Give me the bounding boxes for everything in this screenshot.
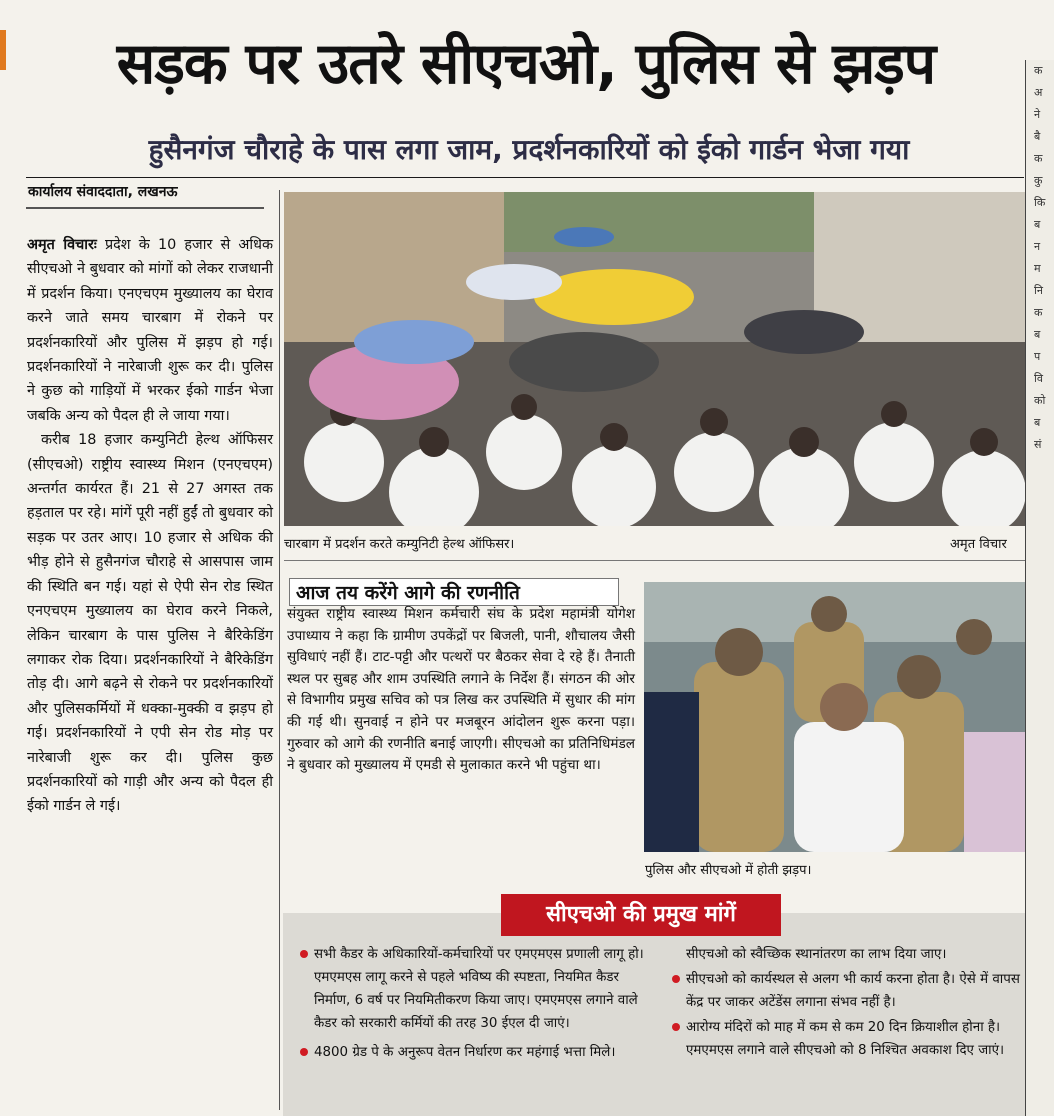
edge-text-fragment: कु xyxy=(1034,174,1043,187)
box-title: आज तय करेंगे आगे की रणनीति xyxy=(289,578,619,606)
demand-item: सभी कैडर के अधिकारियों-कर्मचारियों पर एमएमएस प्रणाली लागू हो। एमएमएस लागू करने से पहले भविष्य की स्पष्टता, नियमित कैडर निर्माण, 6 वर्ष पर नियमितीकरण किया जाए। एमएमएस लगाने वाले कैडर को सरकारी कर्मियों की तरह 30 ईएल दी जाएं। xyxy=(300,943,652,1035)
edge-text-fragment: क xyxy=(1034,152,1043,165)
photo2-caption: पुलिस और सीएचओ में होती झड़प। xyxy=(645,863,812,878)
edge-text-fragment: प xyxy=(1034,350,1041,363)
edge-text-fragment: नि xyxy=(1034,284,1043,297)
edge-text-fragment: ब xyxy=(1034,328,1041,341)
demands-right-list xyxy=(672,943,1022,1062)
rule-under-photo xyxy=(284,560,1030,561)
edge-text-fragment: सं xyxy=(1034,438,1042,451)
police-scuffle-photo xyxy=(644,582,1030,852)
article-para-1-text: प्रदेश के 10 हजार से अधिक सीएचओ ने बुधवार को मांगों को लेकर राजधानी में प्रदर्शन किया। एनएचएम मुख्यालय का घेराव करने जाते समय चारबाग में रोकने पर प्रदर्शनकारियों और पुलिस में झड़प हो गई। प्रदर्शनकारियों ने नारेबाजी शुरू कर दी। पुलिस ने कुछ को गाड़ियों में भरकर ईको गार्डन भेजा जबकि अन्य को पैदल ही ले जाया गया। xyxy=(27,237,274,424)
demands-left-list xyxy=(300,943,652,1064)
box-text: संयुक्त राष्ट्रीय स्वास्थ्य मिशन कर्मचारी संघ के प्रदेश महामंत्री योगेश उपाध्याय ने कहा कि ग्रामीण उपकेंद्रों पर बिजली, पानी, शौचालय जैसी सुविधाएं नहीं हैं। टाट-पट्टी और पत्थरों पर बैठकर सेवा दे रहे हैं। तैनाती स्थल पर सुबह और शाम उपस्थिति लगाने के निर्देश हैं। संगठन की ओर से विभागीय प्रमुख सचिव को पत्र लिख कर उपस्थिति में सुधार की मांग की गई थी। सुनवाई न होने पर मजबूरन आंदोलन शुरू करना पड़ा। गुरुवार को आगे की रणनीति बनाई जाएगी। सीएचओ का प्रतिनिधिमंडल ने बुधवार को मुख्यालय में एमडी से मुलाकात करने भी पहुंचा था। xyxy=(287,606,635,774)
column-divider xyxy=(279,190,280,1110)
edge-text-fragment: क xyxy=(1034,64,1043,77)
rule-byline xyxy=(26,207,264,209)
bullet-dot-icon xyxy=(672,975,680,983)
protest-crowd-illustration xyxy=(284,192,1030,526)
police-scuffle-illustration xyxy=(644,582,1030,852)
rule-top xyxy=(26,177,1024,178)
edge-text-fragment: वि xyxy=(1034,372,1043,385)
page-edge-marker xyxy=(0,30,6,70)
article-para-2: करीब 18 हजार कम्युनिटी हेल्थ ऑफिसर (सीएचओ) राष्ट्रीय स्वास्थ्य मिशन (एनएचएम) अन्तर्गत कार्यरत हैं। 21 से 27 अगस्त तक हड़ताल पर रहे। मांगें पूरी नहीं हुईं तो बुधवार को सड़क पर उतर आए। 10 हजार से अधिक की भीड़ होने से हुसैनगंज चौराहे से आसपास जाम की स्थिति बन गई। यहां से ऐपी सेन रोड स्थित एनएचएम मुख्यालय का घेराव करने निकले, लेकिन चारबाग के पास पुलिस ने बैरिकेडिंग लगाकर रोक दिया। प्रदर्शनकारियों ने बैरिकेडिंग तोड़ दी। आगे बढ़ने से रोकने पर प्रदर्शनकारियों और पुलिसकर्मियों में धक्का-मुक्की व झड़प हो गई। प्रदर्शनकारियों ने एपी सेन रोड मोड़ पर नारेबाजी शुरू कर दी। पुलिस कुछ प्रदर्शनकारियों को गाड़ी और अन्य को पैदल ही ईको गार्डन ले गई। xyxy=(27,432,273,815)
edge-text-fragment: ब xyxy=(1034,218,1041,231)
photo1-credit: अमृत विचार xyxy=(950,537,1007,552)
demands-title: सीएचओ की प्रमुख मांगें xyxy=(501,894,781,936)
protest-crowd-photo xyxy=(284,192,1030,526)
photo1-caption: चारबाग में प्रदर्शन करते कम्युनिटी हेल्थ ऑफिसर। xyxy=(284,537,515,552)
edge-text-fragment: ने xyxy=(1034,108,1041,121)
edge-text-fragment: म xyxy=(1034,262,1041,275)
edge-text-fragment: क xyxy=(1034,306,1043,319)
headline: सड़क पर उतरे सीएचओ, पुलिस से झड़प xyxy=(116,31,936,97)
bullet-dot-icon xyxy=(300,950,308,958)
article-column xyxy=(27,233,273,819)
demand-item: सीएचओ को कार्यस्थल से अलग भी कार्य करना होता है। ऐसे में वापस केंद्र पर जाकर अटेंडेंस लगाना संभव नहीं है। xyxy=(672,968,1022,1014)
lead-label: अमृत विचारः xyxy=(27,237,97,253)
bullet-dot-icon xyxy=(672,1023,680,1031)
edge-text-fragment: ब xyxy=(1034,416,1041,429)
bullet-dot-icon xyxy=(300,1048,308,1056)
byline: कार्यालय संवाददाता, लखनऊ xyxy=(28,184,178,200)
subheadline: हुसैनगंज चौराहे के पास लगा जाम, प्रदर्शनकारियों को ईको गार्डन भेजा गया xyxy=(148,133,910,166)
adjacent-column-edge xyxy=(1025,60,1054,1116)
demand-item: 4800 ग्रेड पे के अनुरूप वेतन निर्धारण कर महंगाई भत्ता मिले। xyxy=(300,1041,652,1064)
edge-text-fragment: न xyxy=(1034,240,1041,253)
article-para-1 xyxy=(27,233,273,428)
edge-text-fragment: अ xyxy=(1034,86,1043,99)
demand-continuation: सीएचओ को स्वैच्छिक स्थानांतरण का लाभ दिया जाए। xyxy=(686,947,947,962)
edge-text-fragment: बै xyxy=(1034,130,1041,143)
edge-text-fragment: कि xyxy=(1034,196,1046,209)
demand-item: आरोग्य मंदिरों को माह में कम से कम 20 दिन क्रियाशील होना है। एमएमएस लगाने वाले सीएचओ को 8 निश्चित अवकाश दिए जाएं। xyxy=(672,1016,1022,1062)
edge-text-fragment: को xyxy=(1034,394,1046,407)
